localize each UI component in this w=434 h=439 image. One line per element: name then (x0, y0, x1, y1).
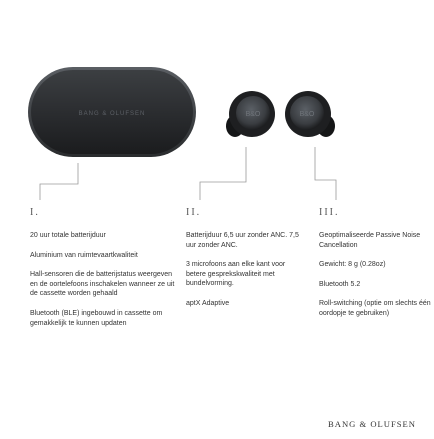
right-earbud (285, 91, 335, 137)
spec-item: Bluetooth 5.2 (319, 280, 361, 288)
column-numeral: I. (30, 207, 40, 218)
spec-item: Batterijduur 6,5 uur zonder ANC. 7,5 uur zonder ANC. (186, 232, 299, 249)
footer-brand-logo: BANG & OLUFSEN (328, 419, 417, 429)
callout-line-3 (315, 147, 336, 200)
spec-column-3 (319, 207, 431, 329)
spec-item: Aluminium van ruimtevaartkwaliteit (30, 251, 138, 259)
spec-item: aptX Adaptive (186, 299, 230, 307)
charging-case-image (27, 66, 197, 158)
earbuds-image (222, 86, 342, 144)
spec-item: 3 microfoons aan elke kant voor betere gesprekskwaliteit met bundelvorming. (186, 261, 286, 288)
callout-line-1 (40, 163, 78, 200)
earbud-logo-right: B&O (299, 111, 315, 118)
spec-column-1 (30, 207, 180, 338)
spec-item: Bluetooth (BLE) ingebouwd in cassette om gemakkelijk te kunnen updaten (30, 309, 163, 327)
spec-column-2 (186, 207, 301, 319)
case-brand-label: BANG & OLUFSEN (78, 111, 146, 117)
column-numeral: III. (319, 207, 340, 218)
callout-line-2 (200, 147, 246, 200)
spec-item: 20 uur totale batterijduur (30, 232, 106, 239)
spec-item: Roll-switching (optie om slechts één oordopje te gebruiken) (319, 300, 431, 317)
spec-item: Gewicht: 8 g (0.28oz) (319, 261, 386, 269)
spec-item: Hall-sensoren die de batterijstatus weergeven en de oortelefoons inschakelen wanneer ze uit de cassette worden gehaald (30, 271, 175, 298)
earbud-logo-left: B&O (245, 111, 261, 118)
spec-item: Geoptimaliseerde Passive Noise Cancellation (319, 232, 421, 249)
column-numeral: II. (186, 207, 202, 218)
left-earbud (226, 91, 275, 137)
